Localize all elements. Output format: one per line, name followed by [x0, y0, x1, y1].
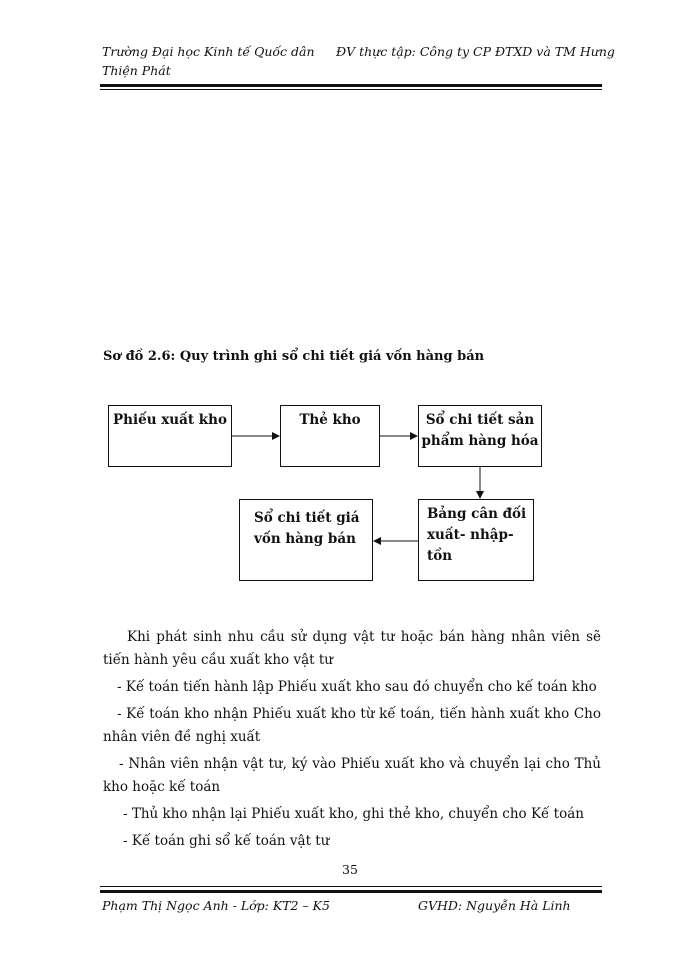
footer-supervisor: GVHD: Nguyễn Hà Linh — [418, 898, 571, 913]
header-school-name: Trường Đại học Kinh tế Quốc dân Thiện Phát — [102, 44, 315, 78]
footer-rule-thick — [100, 890, 602, 893]
box-product-detail-book: Sổ chi tiết sản phẩm hàng hóa — [418, 405, 542, 467]
box-cogs-detail-book: Sổ chi tiết giá vốn hàng bán — [239, 499, 373, 581]
paragraph-step-4: - Thủ kho nhận lại Phiếu xuất kho, ghi thẻ kho, chuyển cho Kế toán — [123, 806, 584, 822]
footer-student-info: Phạm Thị Ngọc Anh - Lớp: KT2 – K5 — [102, 898, 330, 913]
box-warehouse-slip: Phiếu xuất kho — [108, 405, 232, 467]
paragraph-step-5: - Kế toán ghi sổ kế toán vật tư — [123, 833, 330, 849]
footer-rule-thin — [100, 886, 602, 887]
paragraph-step-2: - Kế toán kho nhận Phiếu xuất kho từ kế toán, tiến hành xuất kho Cho nhân viên đề nghị xuất — [103, 706, 601, 745]
box-stock-card: Thẻ kho — [280, 405, 380, 467]
paragraph-step-1: - Kế toán tiến hành lập Phiếu xuất kho sau đó chuyển cho kế toán kho — [117, 679, 597, 695]
paragraph-intro: Khi phát sinh nhu cầu sử dụng vật tư hoặc bán hàng nhân viên sẽ tiến hành yêu cầu xuất kho vật tư — [103, 629, 601, 668]
header-internship-unit: ĐV thực tập: Công ty CP ĐTXD và TM Hưng — [336, 44, 615, 59]
header-rule-thin — [100, 89, 602, 90]
box-balance-sheet: Bảng cân đối xuất- nhập- tồn — [418, 499, 534, 581]
diagram-title: Sơ đồ 2.6: Quy trình ghi sổ chi tiết giá vốn hàng bán — [103, 349, 485, 364]
page-number: 35 — [342, 862, 358, 877]
paragraph-step-3: - Nhân viên nhận vật tư, ký vào Phiếu xuất kho và chuyển lại cho Thủ kho hoặc kế toán — [103, 756, 601, 795]
header-rule-thick — [100, 84, 602, 87]
